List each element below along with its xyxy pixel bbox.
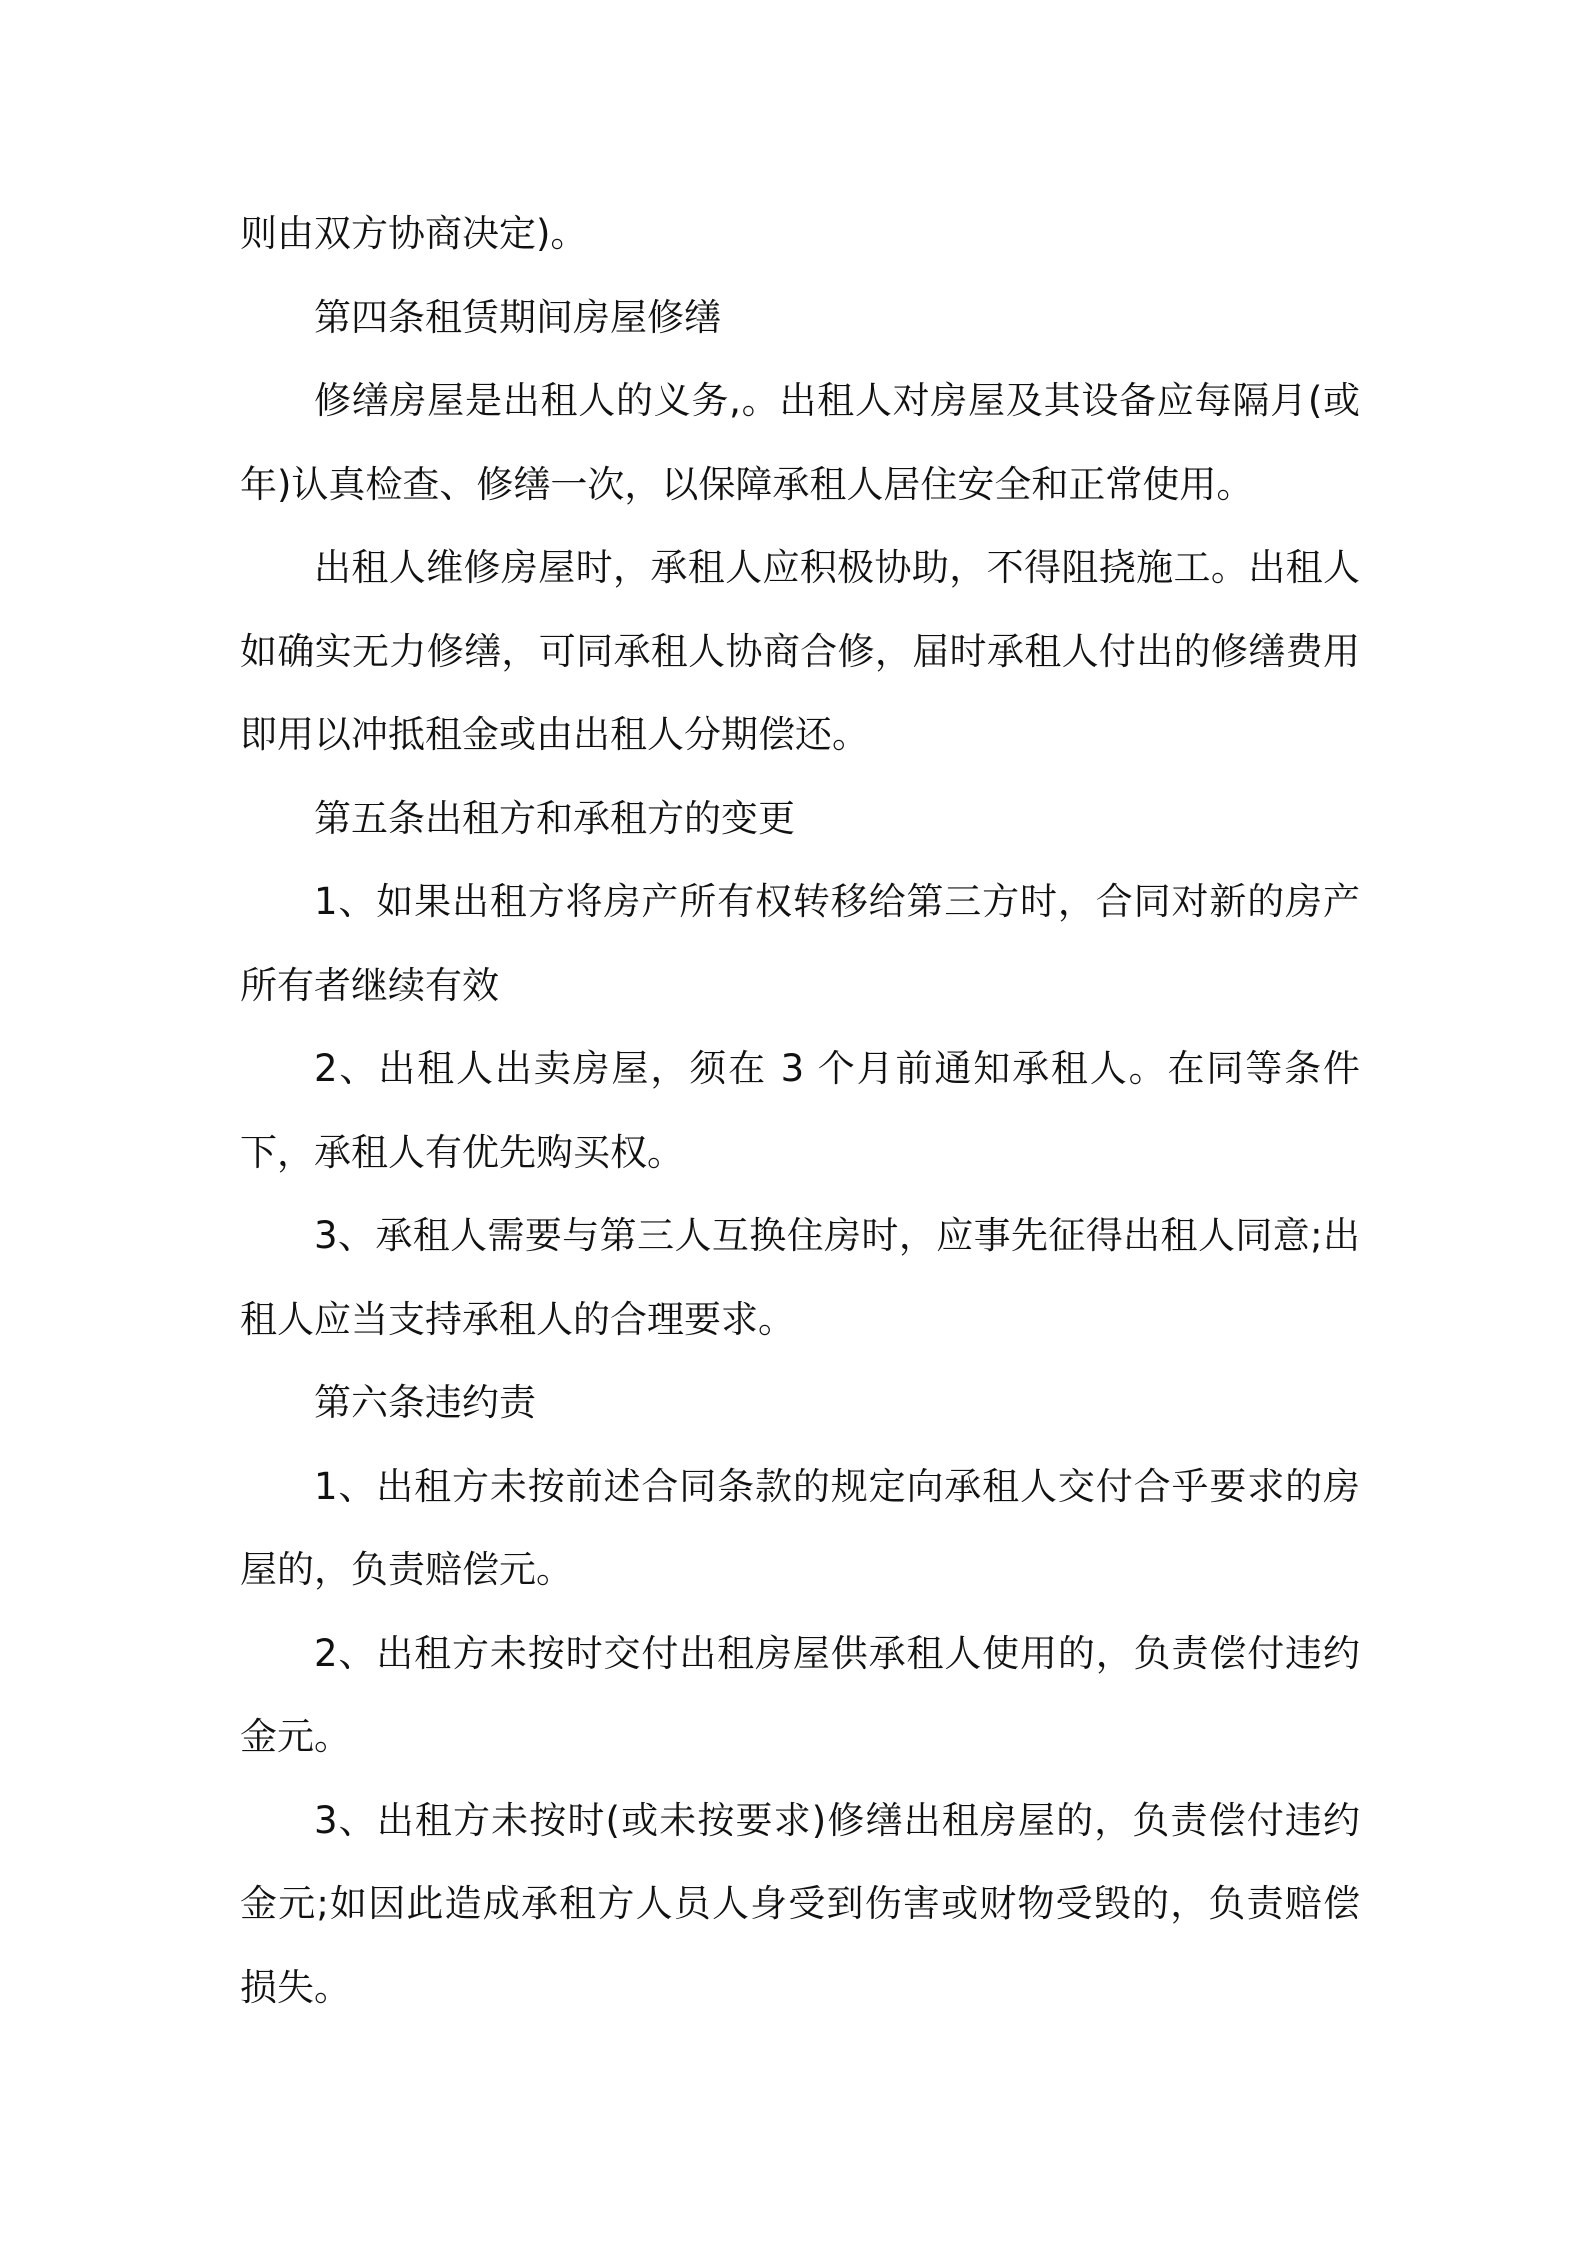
clause-6-2: 2、出租方未按时交付出租房屋供承租人使用的，负责偿付违约金元。 [240, 1631, 1360, 1758]
paragraph-repair-duty: 修缮房屋是出租人的义务,。出租人对房屋及其设备应每隔月(或年)认真检查、修缮一次，以保障承租人居住安全和正常使用。 [240, 379, 1360, 506]
section-heading-article-5: 第五条出租方和承租方的变更 [314, 796, 795, 840]
clause-5-1: 1、如果出租方将房产所有权转移给第三方时，合同对新的房产所有者继续有效 [240, 880, 1360, 1007]
document-body [240, 192, 1360, 2029]
clause-6-1: 1、出租方未按前述合同条款的规定向承租人交付合乎要求的房屋的，负责赔偿元。 [240, 1464, 1360, 1591]
section-heading-article-4: 第四条租赁期间房屋修缮 [314, 295, 721, 339]
paragraph-repair-cooperation: 出租人维修房屋时，承租人应积极协助，不得阻挠施工。出租人如确实无力修缮，可同承租人协商合修，届时承租人付出的修缮费用即用以冲抵租金或由出租人分期偿还。 [240, 546, 1360, 756]
clause-5-2: 2、出租人出卖房屋，须在 3 个月前通知承租人。在同等条件下，承租人有优先购买权。 [240, 1047, 1360, 1174]
section-heading-article-6: 第六条违约责 [314, 1381, 536, 1424]
clause-6-3: 3、出租方未按时(或未按要求)修缮出租房屋的，负责偿付违约金元;如因此造成承租方人员人身受到伤害或财物受毁的，负责赔偿损失。 [240, 1798, 1360, 2009]
paragraph-continuation: 则由双方协商决定)。 [240, 212, 588, 255]
clause-5-3: 3、承租人需要与第三人互换住房时，应事先征得出租人同意;出租人应当支持承租人的合理要求。 [240, 1214, 1360, 1341]
